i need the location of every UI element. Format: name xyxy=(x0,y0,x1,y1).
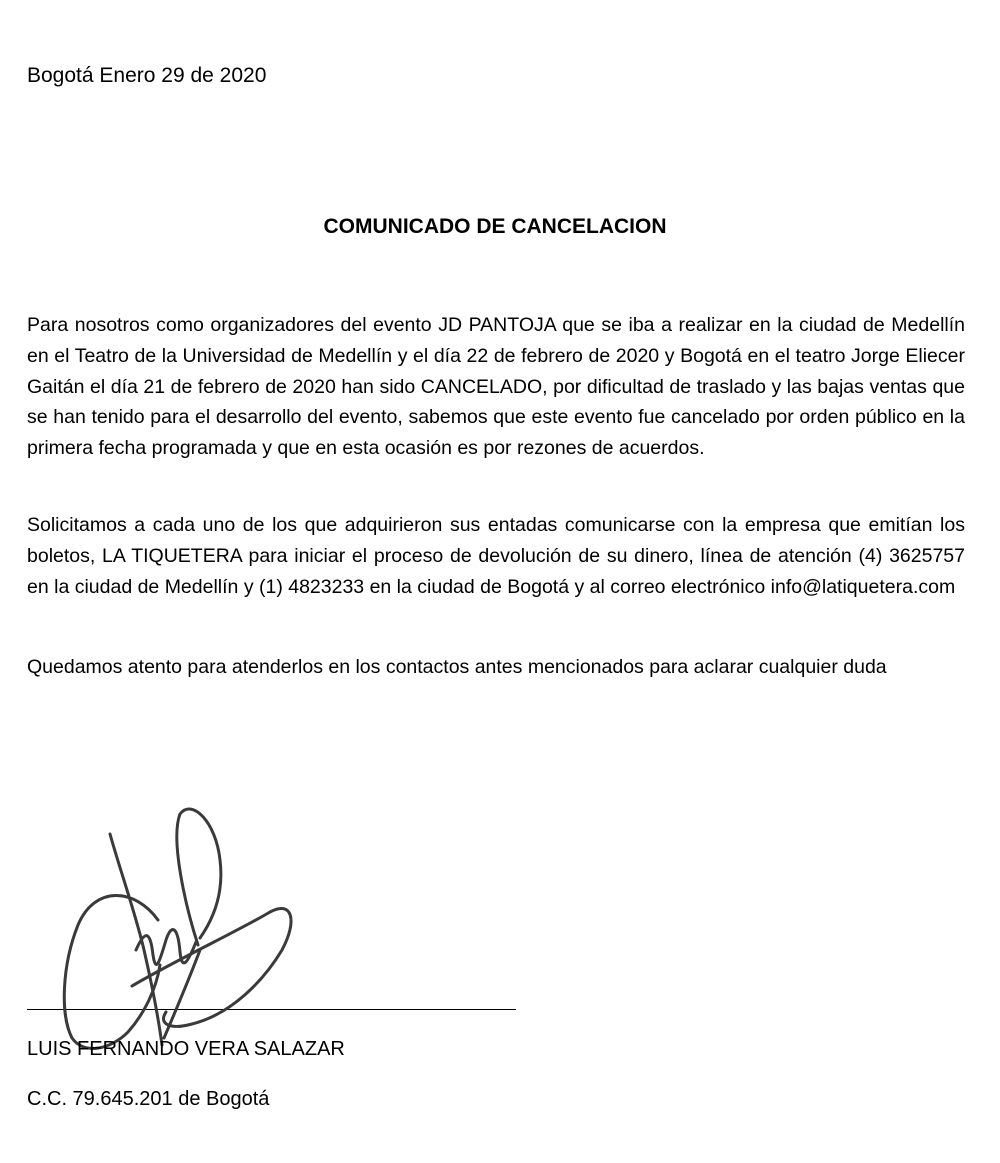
body-paragraph-1: Para nosotros como organizadores del evento JD PANTOJA que se iba a realizar en la ciudad de Medellín en el Teatro de la Universidad de Medellín y el día 22 de febrero de 2020 y Bogotá en el teatro Jorge Eliecer Gaitán el día 21 de febrero de 2020 han sido CANCELADO, por dificultad de traslado y las bajas ventas que se han tenido para el desarrollo del evento, sabemos que este evento fue cancelado por orden público en la primera fecha programada y que en esta ocasión es por rezones de acuerdos. xyxy=(27,314,965,460)
handwritten-signature xyxy=(40,800,300,1060)
body-paragraph-2: Solicitamos a cada uno de los que adquirieron sus entadas comunicarse con la empresa que emitían los boletos, LA TIQUETERA para iniciar el proceso de devolución de su dinero, línea de atención (4) 3625757 en la ciudad de Medellín y (1) 4823233 en la ciudad de Bogotá y al correo electrónico info@latiquetera.com xyxy=(27,514,965,598)
closing-line: Quedamos atento para atenderlos en los contactos antes mencionados para aclarar cualquier duda xyxy=(27,656,887,678)
signature-stroke-right-loop xyxy=(177,809,221,945)
signer-id-line: C.C. 79.645.201 de Bogotá xyxy=(27,1088,270,1110)
document-title: COMUNICADO DE CANCELACION xyxy=(323,215,667,238)
signature-stroke-loop xyxy=(64,895,160,1048)
signature-stroke-vertical xyxy=(110,834,162,1045)
date-line: Bogotá Enero 29 de 2020 xyxy=(27,64,267,87)
signer-name: LUIS FERNANDO VERA SALAZAR xyxy=(27,1038,345,1060)
